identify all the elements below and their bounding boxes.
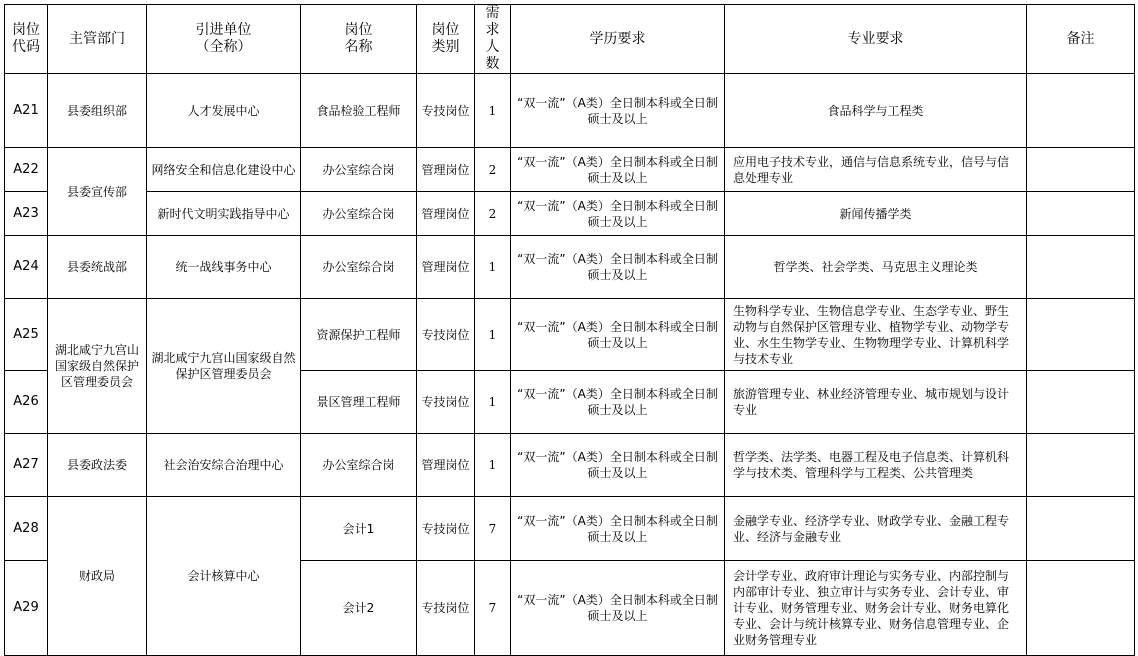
header-education: 学历要求 [511, 5, 725, 74]
row-category: 管理岗位 [417, 148, 475, 192]
row-count: 7 [475, 561, 511, 656]
row-note [1027, 434, 1135, 497]
row-category: 专技岗位 [417, 561, 475, 656]
row-code: A22 [5, 148, 48, 192]
row-count: 7 [475, 497, 511, 561]
row-note [1027, 236, 1135, 299]
row-position: 办公室综合岗 [301, 236, 417, 299]
row-education: “双一流”（A类）全日制本科或全日制硕士及以上 [511, 497, 725, 561]
row-unit: 新时代文明实践指导中心 [147, 192, 301, 236]
row-education: “双一流”（A类）全日制本科或全日制硕士及以上 [511, 371, 725, 434]
row-code: A25 [5, 299, 48, 371]
row-count: 1 [475, 434, 511, 497]
row-note [1027, 561, 1135, 656]
row-count: 1 [475, 74, 511, 148]
row-note [1027, 299, 1135, 371]
row-category: 管理岗位 [417, 192, 475, 236]
header-position: 岗位 名称 [301, 5, 417, 74]
row-category: 专技岗位 [417, 497, 475, 561]
table-row [5, 299, 1135, 371]
row-position: 资源保护工程师 [301, 299, 417, 371]
row-major: 哲学类、法学类、电器工程及电子信息类、计算机科学与技术类、管理科学与工程类、公共管理类 [725, 434, 1027, 497]
row-unit: 人才发展中心 [147, 74, 301, 148]
table-row [5, 74, 1135, 148]
row-position: 办公室综合岗 [301, 148, 417, 192]
header-count: 需求 人数 [475, 5, 511, 74]
table-row [5, 236, 1135, 299]
row-unit: 统一战线事务中心 [147, 236, 301, 299]
row-category: 专技岗位 [417, 74, 475, 148]
table-row [5, 148, 1135, 192]
row-education: “双一流”（A类）全日制本科或全日制硕士及以上 [511, 434, 725, 497]
row-position: 办公室综合岗 [301, 434, 417, 497]
row-department: 县委政法委 [48, 434, 147, 497]
row-count: 1 [475, 299, 511, 371]
row-education: “双一流”（A类）全日制本科或全日制硕士及以上 [511, 299, 725, 371]
header-row [5, 5, 1135, 74]
row-major: 食品科学与工程类 [725, 74, 1027, 148]
row-category: 专技岗位 [417, 299, 475, 371]
row-category: 专技岗位 [417, 371, 475, 434]
row-position: 会计1 [301, 497, 417, 561]
row-major: 应用电子技术专业，通信与信息系统专业，信号与信息处理专业 [725, 148, 1027, 192]
row-code: A21 [5, 74, 48, 148]
row-department: 财政局 [48, 497, 147, 656]
row-major: 哲学类、社会学类、马克思主义理论类 [725, 236, 1027, 299]
row-note [1027, 371, 1135, 434]
row-department: 县委统战部 [48, 236, 147, 299]
row-count: 1 [475, 371, 511, 434]
row-education: “双一流”（A类）全日制本科或全日制硕士及以上 [511, 236, 725, 299]
row-education: “双一流”（A类）全日制本科或全日制硕士及以上 [511, 561, 725, 656]
recruitment-table [4, 4, 1135, 656]
row-unit: 社会治安综合治理中心 [147, 434, 301, 497]
row-position: 会计2 [301, 561, 417, 656]
table-row [5, 192, 1135, 236]
header-note: 备注 [1027, 5, 1135, 74]
header-unit: 引进单位 （全称） [147, 5, 301, 74]
row-note [1027, 192, 1135, 236]
row-count: 2 [475, 192, 511, 236]
row-code: A27 [5, 434, 48, 497]
table-row [5, 497, 1135, 561]
row-major: 会计学专业、政府审计理论与实务专业、内部控制与内部审计专业、独立审计与实务专业、会计专业、审计专业、财务管理专业、财务会计专业、财务电算化专业、会计与统计核算专业、财务信息管理专业、企业财务管理专业 [725, 561, 1027, 656]
row-position: 办公室综合岗 [301, 192, 417, 236]
row-position: 食品检验工程师 [301, 74, 417, 148]
row-code: A29 [5, 561, 48, 656]
row-note [1027, 148, 1135, 192]
row-department: 县委组织部 [48, 74, 147, 148]
row-unit: 湖北咸宁九宫山国家级自然保护区管理委员会 [147, 299, 301, 434]
row-major: 生物科学专业、生物信息学专业、生态学专业、野生动物与自然保护区管理专业、植物学专业、动物学专业、水生生物学专业、生物物理学专业、计算机科学与技术专业 [725, 299, 1027, 371]
row-unit: 会计核算中心 [147, 497, 301, 656]
row-code: A23 [5, 192, 48, 236]
row-major: 金融学专业、经济学专业、财政学专业、金融工程专业、经济与金融专业 [725, 497, 1027, 561]
row-major: 旅游管理专业、林业经济管理专业、城市规划与设计专业 [725, 371, 1027, 434]
row-major: 新闻传播学类 [725, 192, 1027, 236]
row-note [1027, 497, 1135, 561]
row-position: 景区管理工程师 [301, 371, 417, 434]
header-department: 主管部门 [48, 5, 147, 74]
row-note [1027, 74, 1135, 148]
row-code: A24 [5, 236, 48, 299]
row-education: “双一流”（A类）全日制本科或全日制硕士及以上 [511, 192, 725, 236]
row-department: 湖北咸宁九宫山国家级自然保护区管理委员会 [48, 299, 147, 434]
row-education: “双一流”（A类）全日制本科或全日制硕士及以上 [511, 148, 725, 192]
row-code: A28 [5, 497, 48, 561]
row-category: 管理岗位 [417, 434, 475, 497]
row-department: 县委宣传部 [48, 148, 147, 236]
table-row [5, 434, 1135, 497]
row-category: 管理岗位 [417, 236, 475, 299]
row-count: 1 [475, 236, 511, 299]
header-code: 岗位 代码 [5, 5, 48, 74]
header-category: 岗位 类别 [417, 5, 475, 74]
row-code: A26 [5, 371, 48, 434]
row-education: “双一流”（A类）全日制本科或全日制硕士及以上 [511, 74, 725, 148]
row-unit: 网络安全和信息化建设中心 [147, 148, 301, 192]
header-major: 专业要求 [725, 5, 1027, 74]
row-count: 2 [475, 148, 511, 192]
